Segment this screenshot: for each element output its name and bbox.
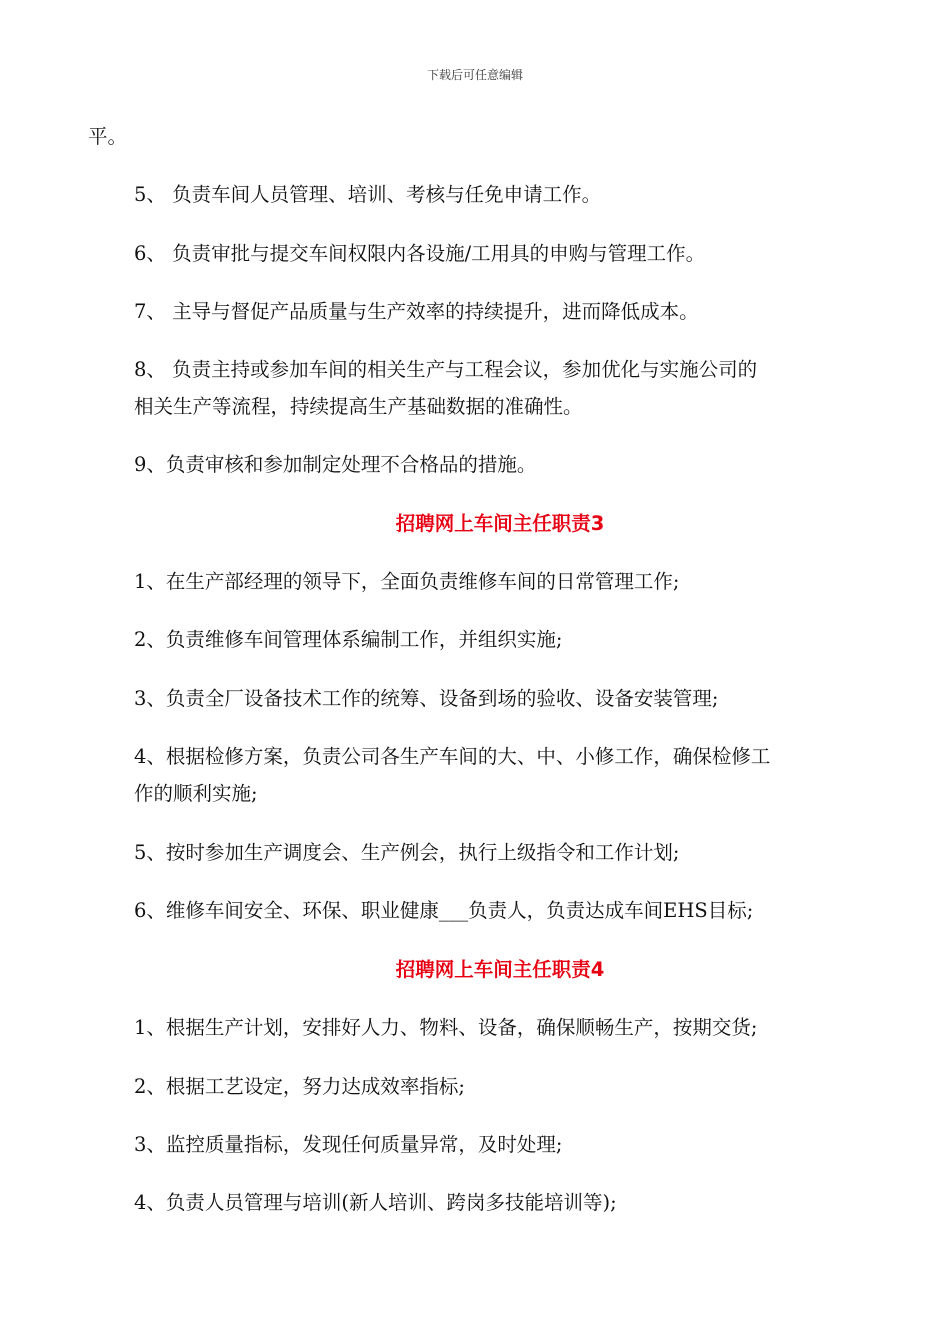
- paragraph: [88, 235, 862, 272]
- paragraph-line: 4、负责人员管理与培训(新人培训、跨岗多技能培训等);: [134, 1191, 617, 1214]
- paragraph: [88, 446, 862, 483]
- paragraph-line: 作的顺利实施;: [134, 782, 258, 805]
- paragraph-line: 5、 负责车间人员管理、培训、考核与任免申请工作。: [134, 183, 602, 206]
- paragraph: [88, 563, 862, 600]
- paragraph-line: 1、根据生产计划，安排好人力、物料、设备，确保顺畅生产，按期交货;: [134, 1016, 758, 1039]
- paragraph-line: 8、 负责主持或参加车间的相关生产与工程会议，参加优化与实施公司的: [134, 358, 758, 381]
- paragraph-line: 2、负责维修车间管理体系编制工作，并组织实施;: [134, 628, 563, 651]
- paragraph: [88, 1184, 862, 1221]
- paragraph: [88, 738, 862, 812]
- paragraph: [88, 118, 862, 155]
- paragraph: [88, 293, 862, 330]
- section-heading: 招聘网上车间主任职责4: [395, 958, 605, 981]
- section-heading: 招聘网上车间主任职责3: [395, 512, 605, 535]
- paragraph: [88, 892, 862, 929]
- paragraph-line: 2、根据工艺设定，努力达成效率指标;: [134, 1075, 465, 1098]
- paragraph-line: 3、监控质量指标，发现任何质量异常，及时处理;: [134, 1133, 563, 1156]
- paragraph-line: 4、根据检修方案，负责公司各生产车间的大、中、小修工作，确保检修工: [134, 745, 771, 768]
- paragraph-line: 平。: [88, 125, 128, 148]
- paragraph-line: 5、按时参加生产调度会、生产例会，执行上级指令和工作计划;: [134, 841, 680, 864]
- paragraph: [88, 621, 862, 658]
- paragraph: [88, 1068, 862, 1105]
- paragraph-line: 相关生产等流程，持续提高生产基础数据的准确性。: [134, 395, 583, 418]
- paragraph-line: 1、在生产部经理的领导下，全面负责维修车间的日常管理工作;: [134, 570, 680, 593]
- page-header: 下载后可任意编辑: [426, 68, 523, 82]
- paragraph: [88, 176, 862, 213]
- paragraph-line: 9、负责审核和参加制定处理不合格品的措施。: [134, 453, 537, 476]
- paragraph: [88, 351, 862, 425]
- paragraph-line: 7、 主导与督促产品质量与生产效率的持续提升，进而降低成本。: [134, 300, 699, 323]
- paragraph: [88, 1126, 862, 1163]
- paragraph: [88, 680, 862, 717]
- paragraph: [88, 834, 862, 871]
- paragraph-line: 3、负责全厂设备技术工作的统筹、设备到场的验收、设备安装管理;: [134, 687, 719, 710]
- paragraph-line: 6、维修车间安全、环保、职业健康___负责人，负责达成车间EHS目标;: [134, 899, 754, 922]
- paragraph-line: 6、 负责审批与提交车间权限内各设施/工用具的申购与管理工作。: [134, 242, 706, 265]
- paragraph: [88, 1009, 862, 1046]
